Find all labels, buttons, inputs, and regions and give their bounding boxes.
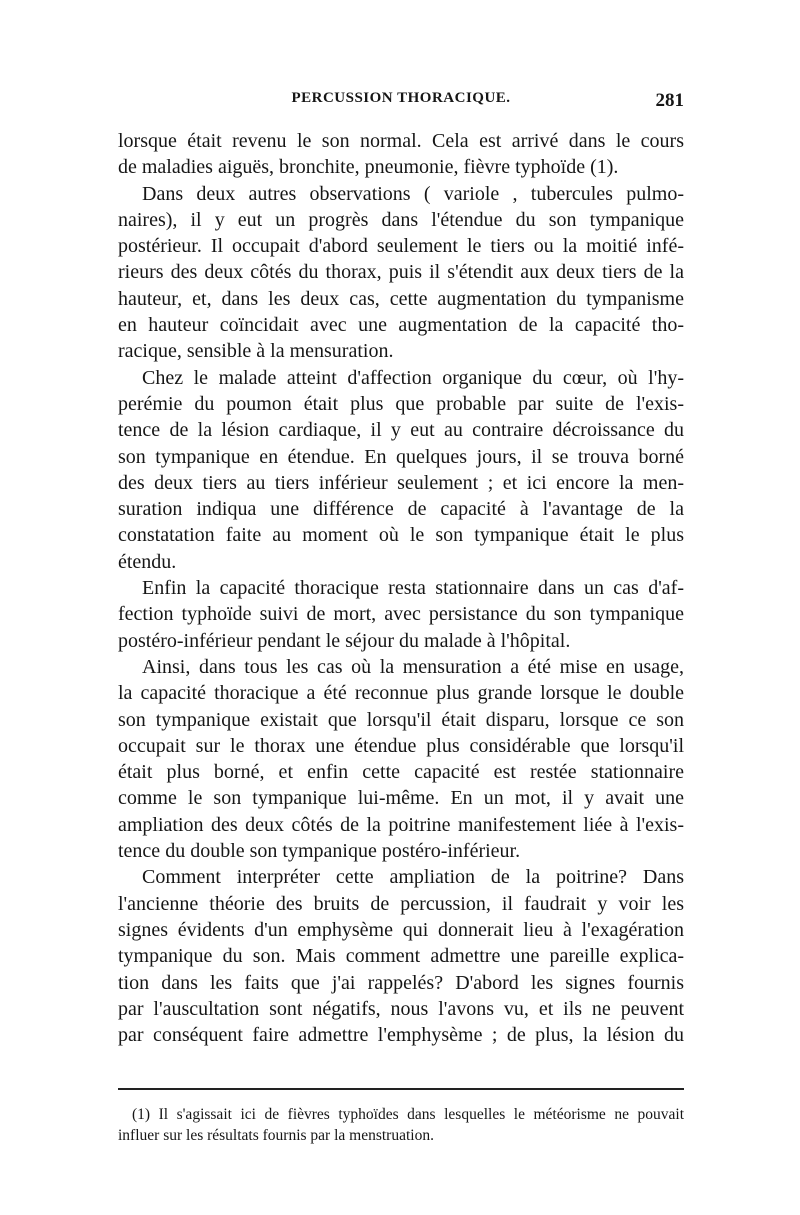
text-line: son tympanique existait que lorsqu'il était disparu, lorsque ce son — [118, 708, 684, 731]
text-line: ampliation des deux côtés de la poitrine manifestement liée à l'exis- — [118, 813, 684, 836]
body-text — [118, 128, 684, 1048]
text-line: hauteur, et, dans les deux cas, cette augmentation du tympanisme — [118, 287, 684, 310]
footnote — [118, 1104, 684, 1146]
text-line: postéro-inférieur pendant le séjour du malade à l'hôpital. — [118, 629, 571, 652]
text-line: occupait sur le thorax une étendue plus considérable que lorsqu'il — [118, 734, 684, 757]
paragraph-start-line: Dans deux autres observations ( variole , tubercules pulmo- — [142, 182, 684, 205]
text-line: racique, sensible à la mensuration. — [118, 340, 394, 363]
text-line: rieurs des deux côtés du thorax, puis il s'étendit aux deux tiers de la — [118, 261, 684, 284]
paragraph-start-line: Chez le malade atteint d'affection organique du cœur, où l'hy- — [142, 366, 684, 389]
page-number: 281 — [655, 90, 684, 111]
text-line: étendu. — [118, 550, 177, 573]
text-line: tion dans les faits que j'ai rappelés? D'abord les signes fournis — [118, 971, 684, 994]
text-line: en hauteur coïncidait avec une augmentation de la capacité tho- — [118, 314, 684, 337]
text-line: par conséquent faire admettre l'emphysème ; de plus, la lésion du — [118, 1024, 684, 1047]
text-line: postérieur. Il occupait d'abord seulement le tiers ou la moitié infé- — [118, 235, 684, 258]
text-line: son tympanique en étendue. En quelques jours, il se trouva borné — [118, 445, 684, 468]
text-line: fection typhoïde suivi de mort, avec persistance du son tympanique — [118, 603, 684, 626]
text-line: était plus borné, et enfin cette capacité est restée stationnaire — [118, 761, 684, 784]
running-header — [118, 90, 684, 120]
text-line: signes évidents d'un emphysème qui donnerait lieu à l'exagération — [118, 918, 684, 941]
text-line: tympanique du son. Mais comment admettre une pareille explica- — [118, 945, 684, 968]
text-line: tence du double son tympanique postéro-inférieur. — [118, 840, 521, 863]
text-line: comme le son tympanique lui-même. En un mot, il y avait une — [118, 787, 684, 810]
paragraph-start-line: Ainsi, dans tous les cas où la mensuration a été mise en usage, — [142, 655, 684, 678]
text-line: naires), il y eut un progrès dans l'étendue du son tympanique — [118, 208, 684, 231]
text-line: l'ancienne théorie des bruits de percussion, il faudrait y voir les — [118, 892, 684, 915]
text-line: la capacité thoracique a été reconnue plus grande lorsque le double — [118, 682, 684, 705]
paragraph-start-line: Enfin la capacité thoracique resta stationnaire dans un cas d'af- — [142, 577, 684, 600]
text-line: des deux tiers au tiers inférieur seulement ; et ici encore la men- — [118, 471, 684, 494]
footnote-line: (1) Il s'agissait ici de fièvres typhoïdes dans lesquelles le météorisme ne pouvait — [132, 1106, 684, 1123]
paragraph-start-line: Comment interpréter cette ampliation de la poitrine? Dans — [142, 866, 684, 889]
text-line: perémie du poumon était plus que probable par suite de l'exis- — [118, 392, 684, 415]
text-line: tence de la lésion cardiaque, il y eut au contraire décroissance du — [118, 419, 684, 442]
text-line: suration indiqua une différence de capacité à l'avantage de la — [118, 498, 684, 521]
running-title: PERCUSSION THORACIQUE. — [291, 90, 511, 106]
text-line: constatation faite au moment où le son tympanique était le plus — [118, 524, 684, 547]
text-line: lorsque était revenu le son normal. Cela est arrivé dans le cours — [118, 130, 684, 152]
footnote-line: influer sur les résultats fournis par la menstruation. — [118, 1127, 434, 1144]
text-line: de maladies aiguës, bronchite, pneumonie, fièvre typhoïde (1). — [118, 156, 619, 179]
footnote-divider — [118, 1088, 684, 1090]
text-line: par l'auscultation sont négatifs, nous l'avons vu, et ils ne peuvent — [118, 997, 684, 1020]
